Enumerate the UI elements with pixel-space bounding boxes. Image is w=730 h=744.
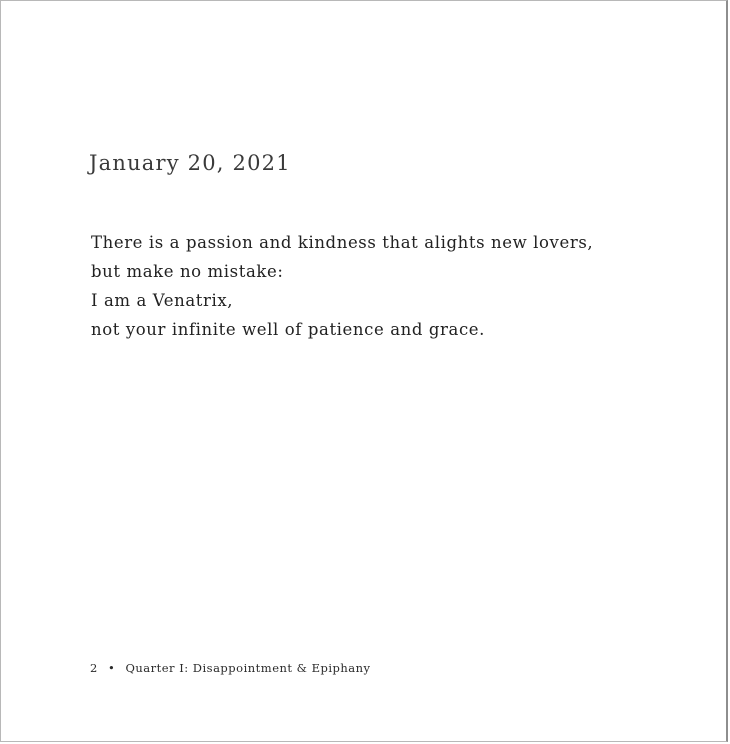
poem-line: There is a passion and kindness that alights new lovers, bbox=[91, 233, 594, 252]
page-number: 2 bbox=[90, 661, 98, 675]
footer-separator: • bbox=[107, 661, 116, 675]
section-title: Quarter I: Disappointment & Epiphany bbox=[125, 661, 371, 675]
poem-line: not your infinite well of patience and grace. bbox=[91, 320, 486, 339]
page-footer bbox=[90, 661, 371, 675]
poem-line: but make no mistake: bbox=[91, 262, 284, 281]
entry-date: January 20, 2021 bbox=[89, 151, 291, 175]
poem-line: I am a Venatrix, bbox=[91, 291, 234, 310]
poem-body bbox=[91, 228, 593, 344]
